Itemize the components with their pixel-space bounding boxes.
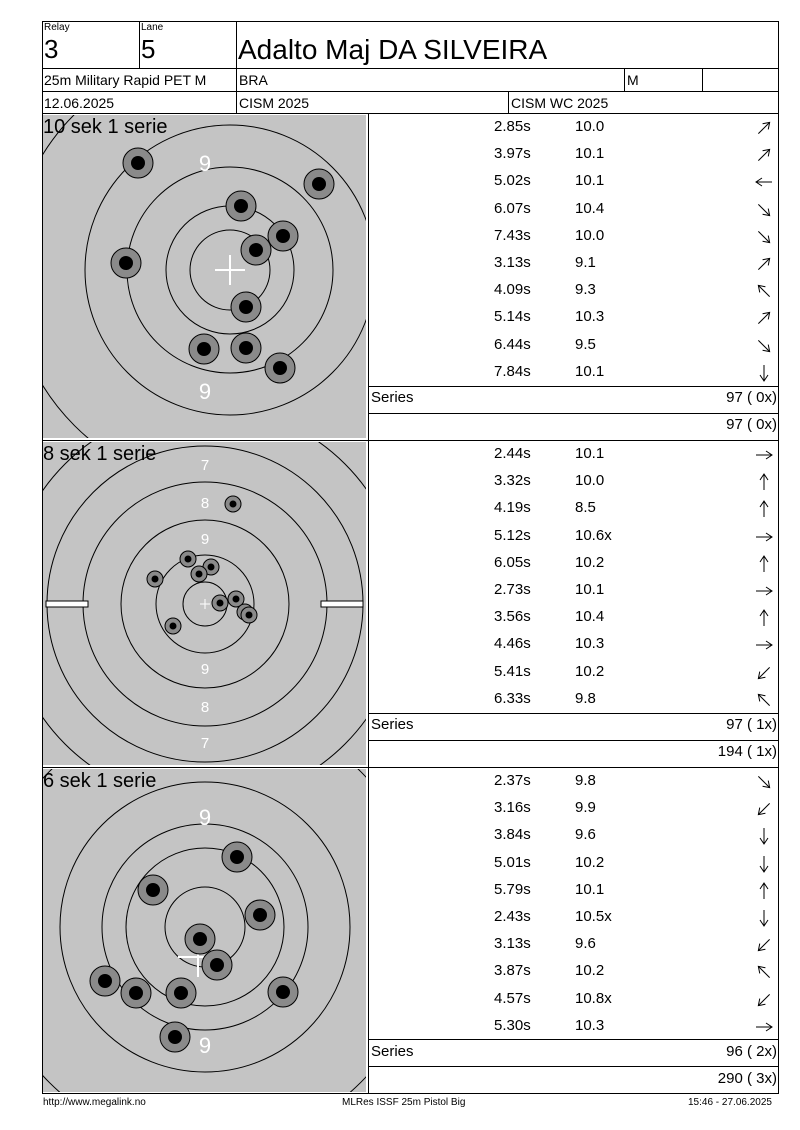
shot-score: 10.1 — [575, 145, 605, 163]
shot-hole — [90, 966, 120, 996]
shot-time: 5.12s — [494, 526, 531, 544]
shot-score: 10.3 — [575, 635, 605, 653]
shooter-name: Adalto Maj DA SILVEIRA — [238, 34, 548, 65]
section-divider-2 — [42, 767, 779, 768]
ring-label: 9 — [200, 661, 210, 678]
shot-time: 3.87s — [494, 962, 531, 980]
shot-score: 10.6x — [575, 526, 612, 544]
shot-score: 9.1 — [575, 254, 596, 271]
relay-label: Relay — [44, 22, 70, 33]
direction-arrow-icon — [752, 144, 776, 166]
shot-score: 9.5 — [575, 335, 596, 353]
shot-hole — [166, 978, 196, 1008]
lane-label: Lane — [141, 22, 164, 33]
nation: BRA — [239, 72, 268, 88]
shot-time: 3.32s — [494, 472, 531, 490]
shot-score: 10.8x — [575, 989, 612, 1007]
gender: M — [627, 72, 639, 88]
shot-hole — [180, 551, 196, 567]
shot-score: 10.2 — [575, 962, 605, 980]
series-label: Series — [371, 389, 414, 406]
shot-score: 10.5x — [575, 908, 612, 925]
direction-arrow-icon — [752, 171, 776, 193]
shot-score: 10.0 — [575, 226, 605, 244]
championship: CISM WC 2025 — [511, 95, 609, 111]
footer-software: MLRes ISSF 25m Pistol Big — [342, 1097, 466, 1108]
ring-label: 7 — [200, 735, 210, 752]
direction-arrow-icon — [752, 907, 776, 929]
series-label: Series — [371, 716, 414, 733]
direction-arrow-icon — [752, 989, 776, 1011]
shot-time: 3.97s — [494, 145, 531, 163]
direction-arrow-icon — [752, 961, 776, 983]
shot-score: 10.4 — [575, 608, 605, 626]
shot-hole — [245, 900, 275, 930]
shot-score: 10.1 — [575, 581, 605, 598]
direction-arrow-icon — [752, 307, 776, 329]
header-divider-1 — [42, 68, 779, 69]
direction-arrow-icon — [752, 580, 776, 602]
shot-time: 6.07s — [494, 199, 531, 217]
shot-time: 5.01s — [494, 853, 531, 871]
shot-time: 2.73s — [494, 581, 531, 598]
section-divider-1 — [42, 440, 779, 441]
shot-hole — [160, 1022, 190, 1052]
series3-total-line — [368, 1066, 779, 1067]
shot-hole — [121, 978, 151, 1008]
direction-arrow-icon — [752, 444, 776, 466]
series1-total-line — [368, 413, 779, 414]
shot-hole — [265, 353, 295, 383]
shot-time: 2.37s — [494, 772, 531, 789]
direction-arrow-icon — [752, 934, 776, 956]
target-edge-mark — [321, 601, 363, 607]
target-3 — [43, 769, 366, 1092]
direction-arrow-icon — [752, 853, 776, 875]
cumulative-total: 194 ( 1x) — [717, 743, 777, 760]
series-title: 10 sek 1 serie — [43, 116, 168, 138]
shot-score: 9.6 — [575, 935, 596, 953]
shot-time: 5.30s — [494, 1016, 531, 1034]
target-edge-mark — [46, 601, 88, 607]
shot-time: 5.14s — [494, 308, 531, 326]
ring-label: 9 — [200, 531, 210, 548]
shot-time: 5.41s — [494, 662, 531, 680]
shot-time: 2.43s — [494, 908, 531, 925]
direction-arrow-icon — [752, 880, 776, 902]
shot-score: 9.8 — [575, 689, 596, 707]
shot-time: 5.02s — [494, 172, 531, 190]
shot-time: 6.44s — [494, 335, 531, 353]
lane-value: 5 — [141, 34, 156, 64]
direction-arrow-icon — [752, 798, 776, 820]
direction-arrow-icon — [752, 335, 776, 357]
footer-timestamp: 15:46 - 27.06.2025 — [688, 1097, 772, 1108]
shot-score: 10.1 — [575, 172, 605, 190]
ring-label: 8 — [200, 699, 210, 716]
shot-time: 5.79s — [494, 880, 531, 898]
shot-score: 8.5 — [575, 499, 596, 517]
shot-score: 9.6 — [575, 826, 596, 844]
shot-hole — [138, 875, 168, 905]
shot-score: 10.2 — [575, 662, 605, 680]
series-title: 8 sek 1 serie — [43, 443, 157, 465]
series-title: 6 sek 1 serie — [43, 770, 157, 792]
shot-score: 10.4 — [575, 199, 605, 217]
direction-arrow-icon — [752, 362, 776, 384]
shot-hole — [225, 496, 241, 512]
direction-arrow-icon — [752, 553, 776, 575]
shot-hole — [147, 571, 163, 587]
direction-arrow-icon — [752, 607, 776, 629]
series1-line — [368, 386, 779, 387]
shot-hole — [231, 292, 261, 322]
target-results-divider — [368, 113, 369, 1094]
direction-arrow-icon — [752, 689, 776, 711]
shot-hole — [226, 191, 256, 221]
cumulative-total: 97 ( 0x) — [726, 416, 777, 433]
cumulative-total: 290 ( 3x) — [717, 1070, 777, 1087]
direction-arrow-icon — [752, 117, 776, 139]
shot-time: 2.85s — [494, 118, 531, 135]
direction-arrow-icon — [752, 634, 776, 656]
shot-score: 10.2 — [575, 553, 605, 571]
series2-line — [368, 713, 779, 714]
shot-score: 10.1 — [575, 362, 605, 380]
ring-label: 9 — [198, 1033, 212, 1058]
shot-time: 3.56s — [494, 608, 531, 626]
shot-hole — [222, 842, 252, 872]
shot-time: 6.05s — [494, 553, 531, 571]
shot-hole — [202, 950, 232, 980]
direction-arrow-icon — [752, 226, 776, 248]
shot-time: 3.84s — [494, 826, 531, 844]
shot-hole — [123, 148, 153, 178]
shot-time: 4.09s — [494, 281, 531, 299]
ring-label: 8 — [200, 495, 210, 512]
direction-arrow-icon — [752, 1016, 776, 1038]
direction-arrow-icon — [752, 253, 776, 275]
direction-arrow-icon — [752, 280, 776, 302]
ring-label: 7 — [200, 457, 210, 474]
ring-label: 9 — [198, 379, 212, 404]
shot-score: 10.2 — [575, 853, 605, 871]
shot-hole — [189, 334, 219, 364]
shot-hole — [191, 566, 207, 582]
shot-score: 10.3 — [575, 1016, 605, 1034]
shot-hole — [111, 248, 141, 278]
shot-score: 10.0 — [575, 118, 605, 135]
header-vdivider-relay — [139, 21, 140, 68]
direction-arrow-icon — [752, 771, 776, 793]
shot-time: 3.16s — [494, 799, 531, 817]
header-divider-2 — [42, 91, 779, 92]
direction-arrow-icon — [752, 825, 776, 847]
direction-arrow-icon — [752, 199, 776, 221]
shot-hole — [241, 607, 257, 623]
ring-label: 9 — [198, 805, 212, 830]
relay-value: 3 — [44, 34, 59, 64]
footer-url: http://www.megalink.no — [43, 1097, 146, 1108]
shot-hole — [185, 924, 215, 954]
direction-arrow-icon — [752, 471, 776, 493]
shot-hole — [268, 977, 298, 1007]
shot-time: 2.44s — [494, 445, 531, 462]
series-total: 96 ( 2x) — [726, 1043, 777, 1060]
header-divider-3 — [42, 113, 779, 114]
shot-score: 10.1 — [575, 880, 605, 898]
shot-hole — [231, 333, 261, 363]
shot-hole — [268, 221, 298, 251]
target-1 — [43, 115, 366, 438]
shot-hole — [165, 618, 181, 634]
shot-time: 3.13s — [494, 935, 531, 953]
direction-arrow-icon — [752, 526, 776, 548]
shot-time: 4.57s — [494, 989, 531, 1007]
shot-time: 7.84s — [494, 362, 531, 380]
shot-hole — [304, 169, 334, 199]
shot-time: 3.13s — [494, 254, 531, 271]
series-label: Series — [371, 1043, 414, 1060]
date: 12.06.2025 — [44, 95, 115, 111]
header-vdivider-lane — [236, 21, 237, 113]
series2-total-line — [368, 740, 779, 741]
shot-score: 9.3 — [575, 281, 596, 299]
shot-hole — [212, 595, 228, 611]
shot-time: 4.46s — [494, 635, 531, 653]
direction-arrow-icon — [752, 662, 776, 684]
header-vdivider-gender — [624, 68, 625, 91]
shot-time: 6.33s — [494, 689, 531, 707]
ring-label: 9 — [198, 151, 212, 176]
shot-score: 9.9 — [575, 799, 596, 817]
series-total: 97 ( 1x) — [726, 716, 777, 733]
header-vdivider-champ — [508, 91, 509, 113]
shot-score: 9.8 — [575, 772, 596, 789]
target-2 — [43, 442, 366, 765]
shot-score: 10.1 — [575, 445, 605, 462]
shot-time: 4.19s — [494, 499, 531, 517]
event-name: 25m Military Rapid PET M — [44, 72, 207, 88]
header-vdivider-end — [702, 68, 703, 91]
shot-score: 10.3 — [575, 308, 605, 326]
shot-time: 7.43s — [494, 226, 531, 244]
series3-line — [368, 1039, 779, 1040]
shot-hole — [241, 235, 271, 265]
competition: CISM 2025 — [239, 95, 310, 111]
series-total: 97 ( 0x) — [726, 389, 777, 406]
shot-score: 10.0 — [575, 472, 605, 490]
direction-arrow-icon — [752, 498, 776, 520]
